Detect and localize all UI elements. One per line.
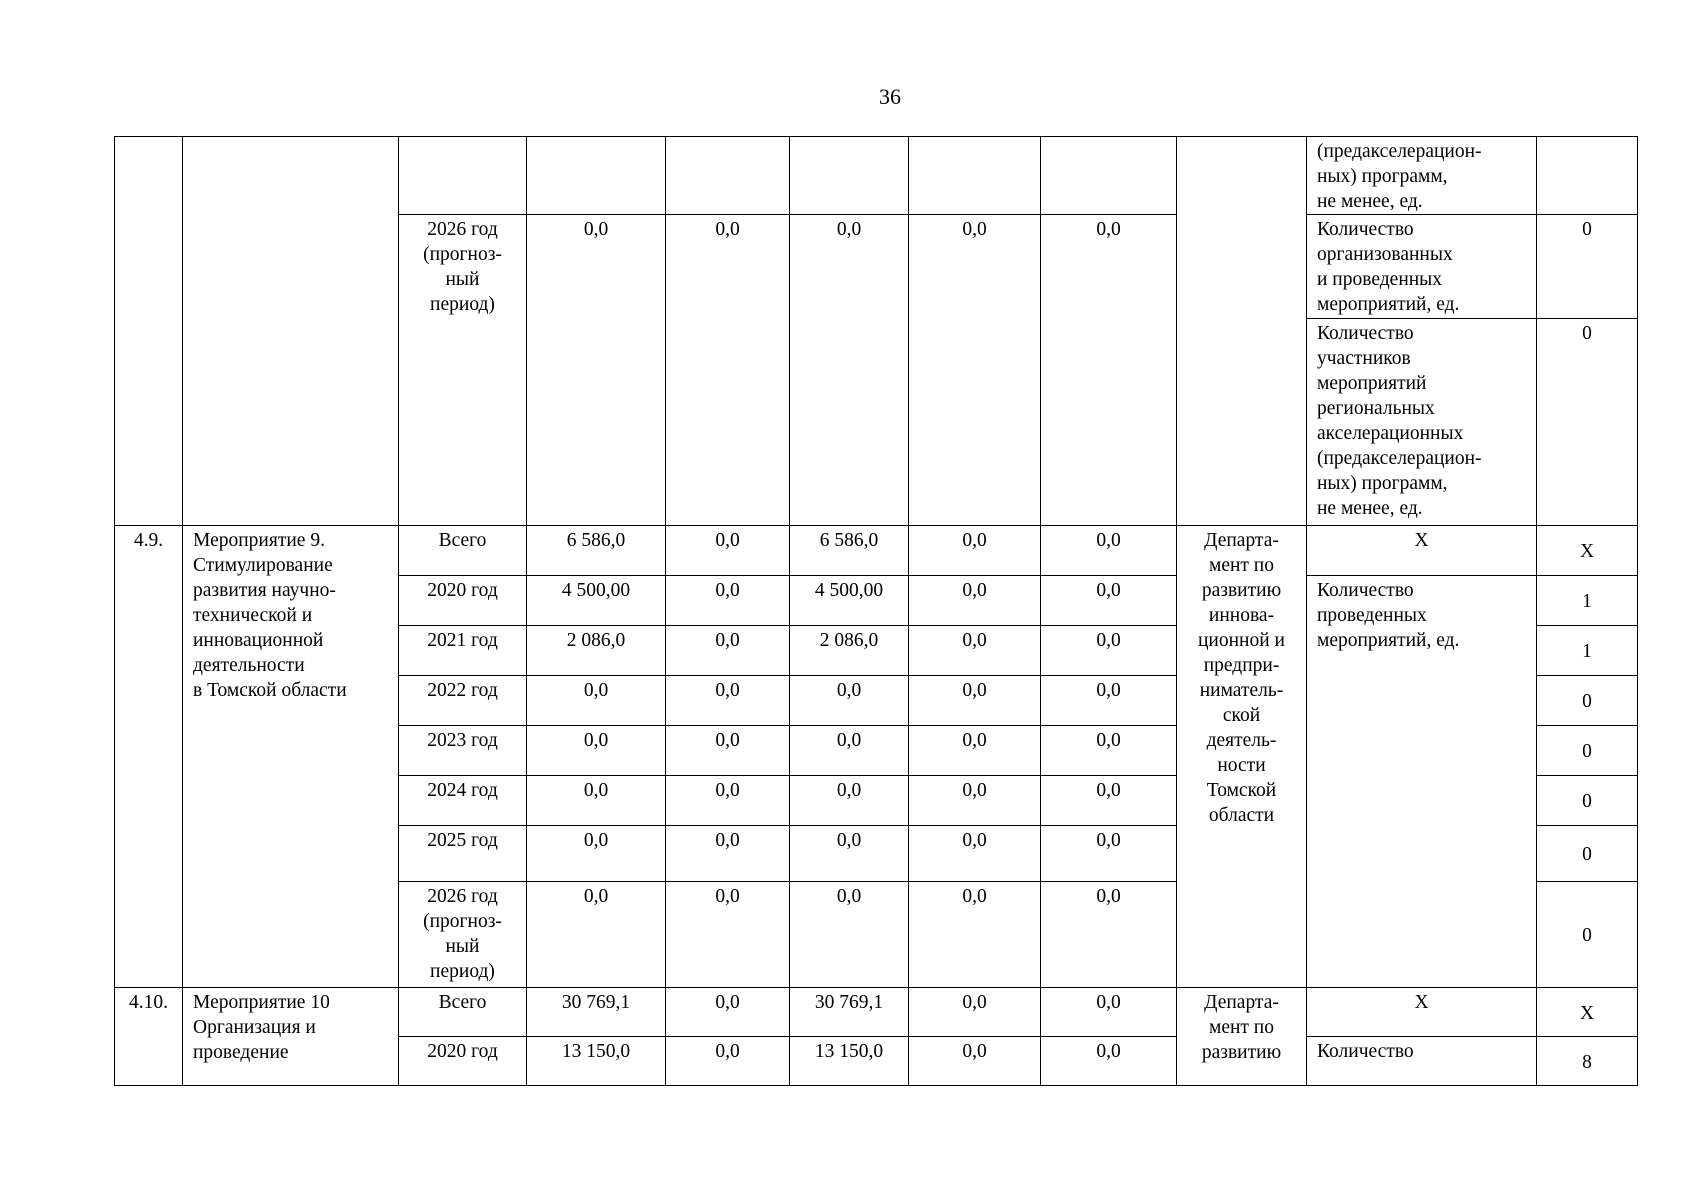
executor: Департа- мент по развитию [1177,988,1307,1086]
value-total: 0,0 [527,882,666,988]
indicator-value: 1 [1537,626,1638,676]
value-federal: 0,0 [666,776,790,826]
value-total: 0,0 [527,676,666,726]
value-local: 0,0 [909,1037,1041,1086]
year-label: 2024 год [399,776,527,826]
year-label: 2020 год [399,1037,527,1086]
indicator-value: 0 [1537,826,1638,882]
indicator-value: 0 [1537,882,1638,988]
value-local: 0,0 [909,576,1041,626]
value-local: 0,0 [909,988,1041,1037]
value-regional: 0,0 [790,882,909,988]
year-label: 2025 год [399,826,527,882]
year-label: Всего [399,988,527,1037]
value-federal: 0,0 [666,576,790,626]
value-local: 0,0 [909,826,1041,882]
indicator-value: 0 [1537,776,1638,826]
value-regional: 0,0 [790,676,909,726]
value-local: 0,0 [909,726,1041,776]
value-extra: 0,0 [1041,826,1177,882]
item-title: Мероприятие 9. Стимулирование развития научно- технической и инновационной деятельности в Томской области [183,526,399,988]
indicator-name: (предакселерацион- ных) программ, не менее, ед. [1307,137,1537,215]
indicator-name: Количество [1307,1037,1537,1086]
value-total: 6 586,0 [527,526,666,576]
value-regional: 0,0 [790,215,909,526]
year-label: 2021 год [399,626,527,676]
year-cell-empty [399,137,527,215]
value-federal: 0,0 [666,676,790,726]
value-federal: 0,0 [666,215,790,526]
value-extra: 0,0 [1041,626,1177,676]
year-label: 2020 год [399,576,527,626]
value-extra: 0,0 [1041,776,1177,826]
value-total: 13 150,0 [527,1037,666,1086]
program-table [114,136,1638,1086]
indicator-value [1537,137,1638,215]
value-regional: 4 500,00 [790,576,909,626]
year-label: 2022 год [399,676,527,726]
value-federal: 0,0 [666,626,790,676]
page-number: 36 [879,84,901,109]
table-row [115,137,1638,215]
indicator-value: 8 [1537,1037,1638,1086]
value-extra: 0,0 [1041,526,1177,576]
value-local: 0,0 [909,776,1041,826]
item-number: 4.9. [115,526,183,988]
value-regional: 2 086,0 [790,626,909,676]
value-local: 0,0 [909,676,1041,726]
value-total: 2 086,0 [527,626,666,676]
value-federal: 0,0 [666,726,790,776]
year-label: 2023 год [399,726,527,776]
value-regional: 30 769,1 [790,988,909,1037]
value-local: 0,0 [909,882,1041,988]
value-federal: 0,0 [666,988,790,1037]
item-number: 4.10. [115,988,183,1086]
value-regional: 0,0 [790,826,909,882]
indicator-value: 1 [1537,576,1638,626]
value-regional: 0,0 [790,776,909,826]
title-cell-empty [183,137,399,526]
value-local: 0,0 [909,526,1041,576]
value-total: 4 500,00 [527,576,666,626]
item-title: Мероприятие 10 Организация и проведение [183,988,399,1086]
value-regional: 6 586,0 [790,526,909,576]
value-regional: 13 150,0 [790,1037,909,1086]
value-total: 0,0 [527,826,666,882]
value-federal: 0,0 [666,882,790,988]
indicator-name: X [1307,988,1537,1037]
value-extra: 0,0 [1041,215,1177,526]
value-total: 0,0 [527,726,666,776]
value-federal: 0,0 [666,526,790,576]
value-federal: 0,0 [666,1037,790,1086]
value-total: 30 769,1 [527,988,666,1037]
table-row [115,526,1638,576]
value-extra: 0,0 [1041,676,1177,726]
value-extra: 0,0 [1041,576,1177,626]
indicator-value: 0 [1537,676,1638,726]
executor-cell-empty [1177,137,1307,526]
value-federal: 0,0 [666,826,790,882]
value-extra: 0,0 [1041,1037,1177,1086]
value-total: 0,0 [527,215,666,526]
indicator-name: Количество организованных и проведенных мероприятий, ед. [1307,215,1537,319]
indicator-name: X [1307,526,1537,576]
executor: Департа- мент по развитию иннова- ционной и предпри- ниматель- ской деятель- ности Томской области [1177,526,1307,988]
value-extra: 0,0 [1041,882,1177,988]
value-total: 0,0 [527,776,666,826]
indicator-value: 0 [1537,319,1638,526]
year-label: 2026 год (прогноз- ный период) [399,215,527,526]
value-local: 0,0 [909,626,1041,676]
year-label: 2026 год (прогноз- ный период) [399,882,527,988]
indicator-name: Количество участников мероприятий региональных акселерационных (предакселерацион- ных) программ, не менее, ед. [1307,319,1537,526]
value-extra: 0,0 [1041,988,1177,1037]
year-label: Всего [399,526,527,576]
value-local: 0,0 [909,215,1041,526]
indicator-value: 0 [1537,726,1638,776]
indicator-name: Количество проведенных мероприятий, ед. [1307,576,1537,988]
indicator-value: X [1537,526,1638,576]
indicator-value: X [1537,988,1638,1037]
indicator-value: 0 [1537,215,1638,319]
value-regional: 0,0 [790,726,909,776]
num-cell-empty [115,137,183,526]
value-extra: 0,0 [1041,726,1177,776]
table-row [115,988,1638,1037]
